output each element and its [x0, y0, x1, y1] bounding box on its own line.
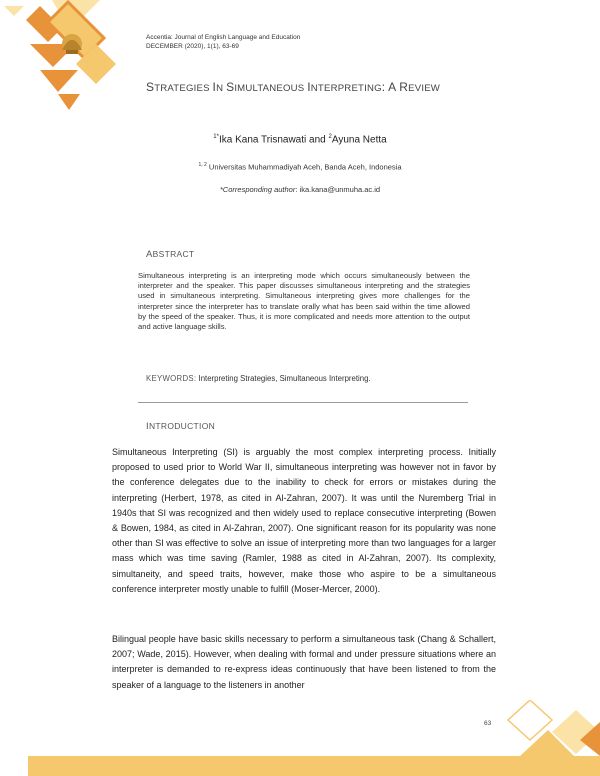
author-1: Ika Kana Trisnawati and — [218, 134, 329, 146]
journal-name: Accentia: Journal of English Language and Education — [146, 34, 301, 41]
footer-band — [28, 756, 600, 776]
abstract-heading: ABSTRACT — [146, 249, 195, 260]
introduction-heading: INTRODUCTION — [146, 421, 216, 432]
page-number: 63 — [484, 720, 492, 727]
introduction-paragraph-2: Bilingual people have basic skills necessary to perform a simultaneous task (Chang & Schallert, 2007; Wade, 2015). However, when dealing with formal and under pressure situations where an interpreter is demanded to re-express ideas continuously that have been listened to from the speaker of a language to the listeners in another — [112, 634, 496, 690]
corresponding-email[interactable]: : ika.kana@unmuha.ac.id — [295, 185, 381, 194]
paper-title: STRATEGIES IN SIMULTANEOUS INTERPRETING: A REVIEW — [146, 80, 441, 94]
author-2: Ayuna Netta — [331, 134, 387, 146]
journal-header — [146, 33, 300, 51]
journal-logo-decoration — [0, 0, 140, 120]
footer-decoration — [490, 700, 600, 760]
introduction-paragraph-1: Simultaneous Interpreting (SI) is arguably the most complex interpreting process. Initially proposed to used prior to World War II, simultaneous interpreting was however not in favor by the conference delegates due to the inability to check for errors or mistakes during the interpreting (Herbert, 1978, as cited in Al-Zahran, 2007). It was until the Nuremberg Trial in 1940s that SI was recognized and then widely used to replace consecutive interpreting (Bowen & Bowen, 1984, as cited in Al-Zahran, 2007). One significant reason for its popularity was none other than SI was effective to solve an issue of interpreting more than two languages for a larger mass which was time saving (Ramler, 1988 as cited in Al-Zahran, 2007). Its complexity, simultaneity, and speed traits, however, make those who aspire to be a simultaneous conference interpreter mostly unable to fulfill (Moser-Mercer, 2000). — [112, 447, 496, 594]
keywords — [146, 374, 371, 383]
keywords-list: Interpreting Strategies, Simultaneous Interpreting. — [196, 374, 371, 383]
affiliation: $^{1, 2}$ Universitas Muhammadiyah Aceh, Banda Aceh, Indonesia — [198, 162, 402, 172]
abstract-divider — [138, 402, 468, 403]
author-line: $^{1*}$Ika Kana Trisnawati and $^2$Ayuna Netta — [213, 134, 387, 146]
abstract-text: Simultaneous interpreting is an interpreting mode which occurs simultaneously between the interpreter and the speaker. This paper discusses simultaneous interpreting and the strategies used in simultaneous interpreting. Simultaneous interpreting gives more challenges for the interpreter since the interpreter has to translate orally what has been said within the time allowed by the speed of the speaker. Thus, it is more complicated and needs more attention to the output and active language skills. — [138, 271, 470, 332]
logo-emblem-icon — [62, 34, 82, 54]
keywords-label: KEYWORDS: — [146, 374, 197, 383]
corresponding-author: *Corresponding author: ika.kana@unmuha.ac.id — [219, 185, 381, 194]
journal-issue: DECEMBER (2020), 1(1), 63-69 — [146, 43, 239, 50]
